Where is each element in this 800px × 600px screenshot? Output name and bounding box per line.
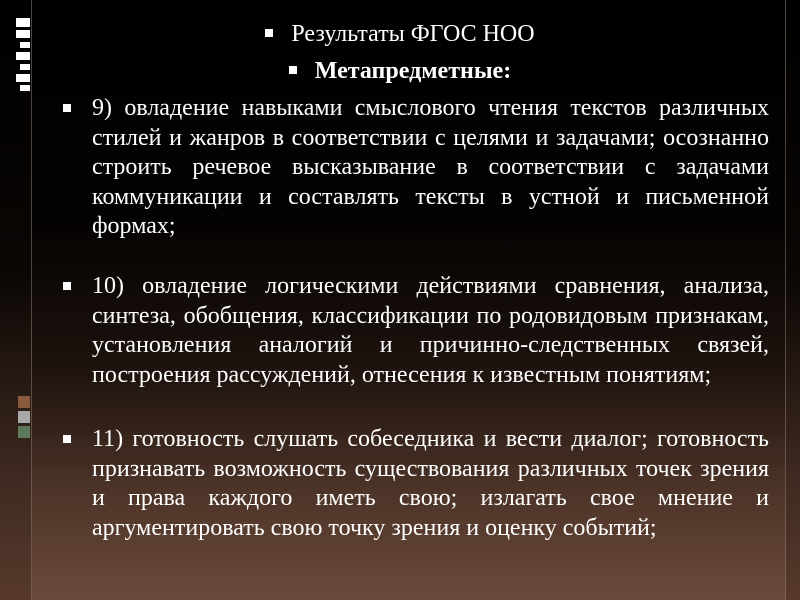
left-border-line bbox=[31, 0, 32, 600]
slide-subtitle: Метапредметные: bbox=[314, 58, 512, 84]
deco-square-gray bbox=[18, 411, 30, 423]
deco-square-brown bbox=[18, 396, 30, 408]
bullet-icon bbox=[265, 29, 273, 37]
right-border-line bbox=[785, 0, 786, 600]
slide-title: Результаты ФГОС НОО bbox=[291, 21, 535, 47]
deco-square-green bbox=[18, 426, 30, 438]
decorative-colored-squares bbox=[18, 396, 30, 442]
bullet-icon bbox=[289, 66, 297, 74]
list-item-11: 11) готовность слушать собеседника и вести диалог; готовность признавать возможность существования различных точек зрения и права каждого иметь свою; излагать свое мнение и аргументировать свою точку зрения и оценку событий; bbox=[92, 425, 769, 543]
list-item-9: 9) овладение навыками смыслового чтения текстов различных стилей и жанров в соответствии с целями и задачами; осознанно строить речевое высказывание в соответствии с задачами коммуникации и составлять тексты в устной и письменной формах; bbox=[92, 94, 769, 242]
right-decorative-bar bbox=[786, 0, 800, 600]
slide-subtitle-line bbox=[0, 57, 800, 85]
slide-title-line bbox=[0, 20, 800, 48]
list-item-10: 10) овладение логическими действиями сравнения, анализа, синтеза, обобщения, классификации по родовидовым признакам, установления аналогий и причинно-следственных связей, построения рассуждений, отнесения к известным понятиям; bbox=[92, 272, 769, 390]
